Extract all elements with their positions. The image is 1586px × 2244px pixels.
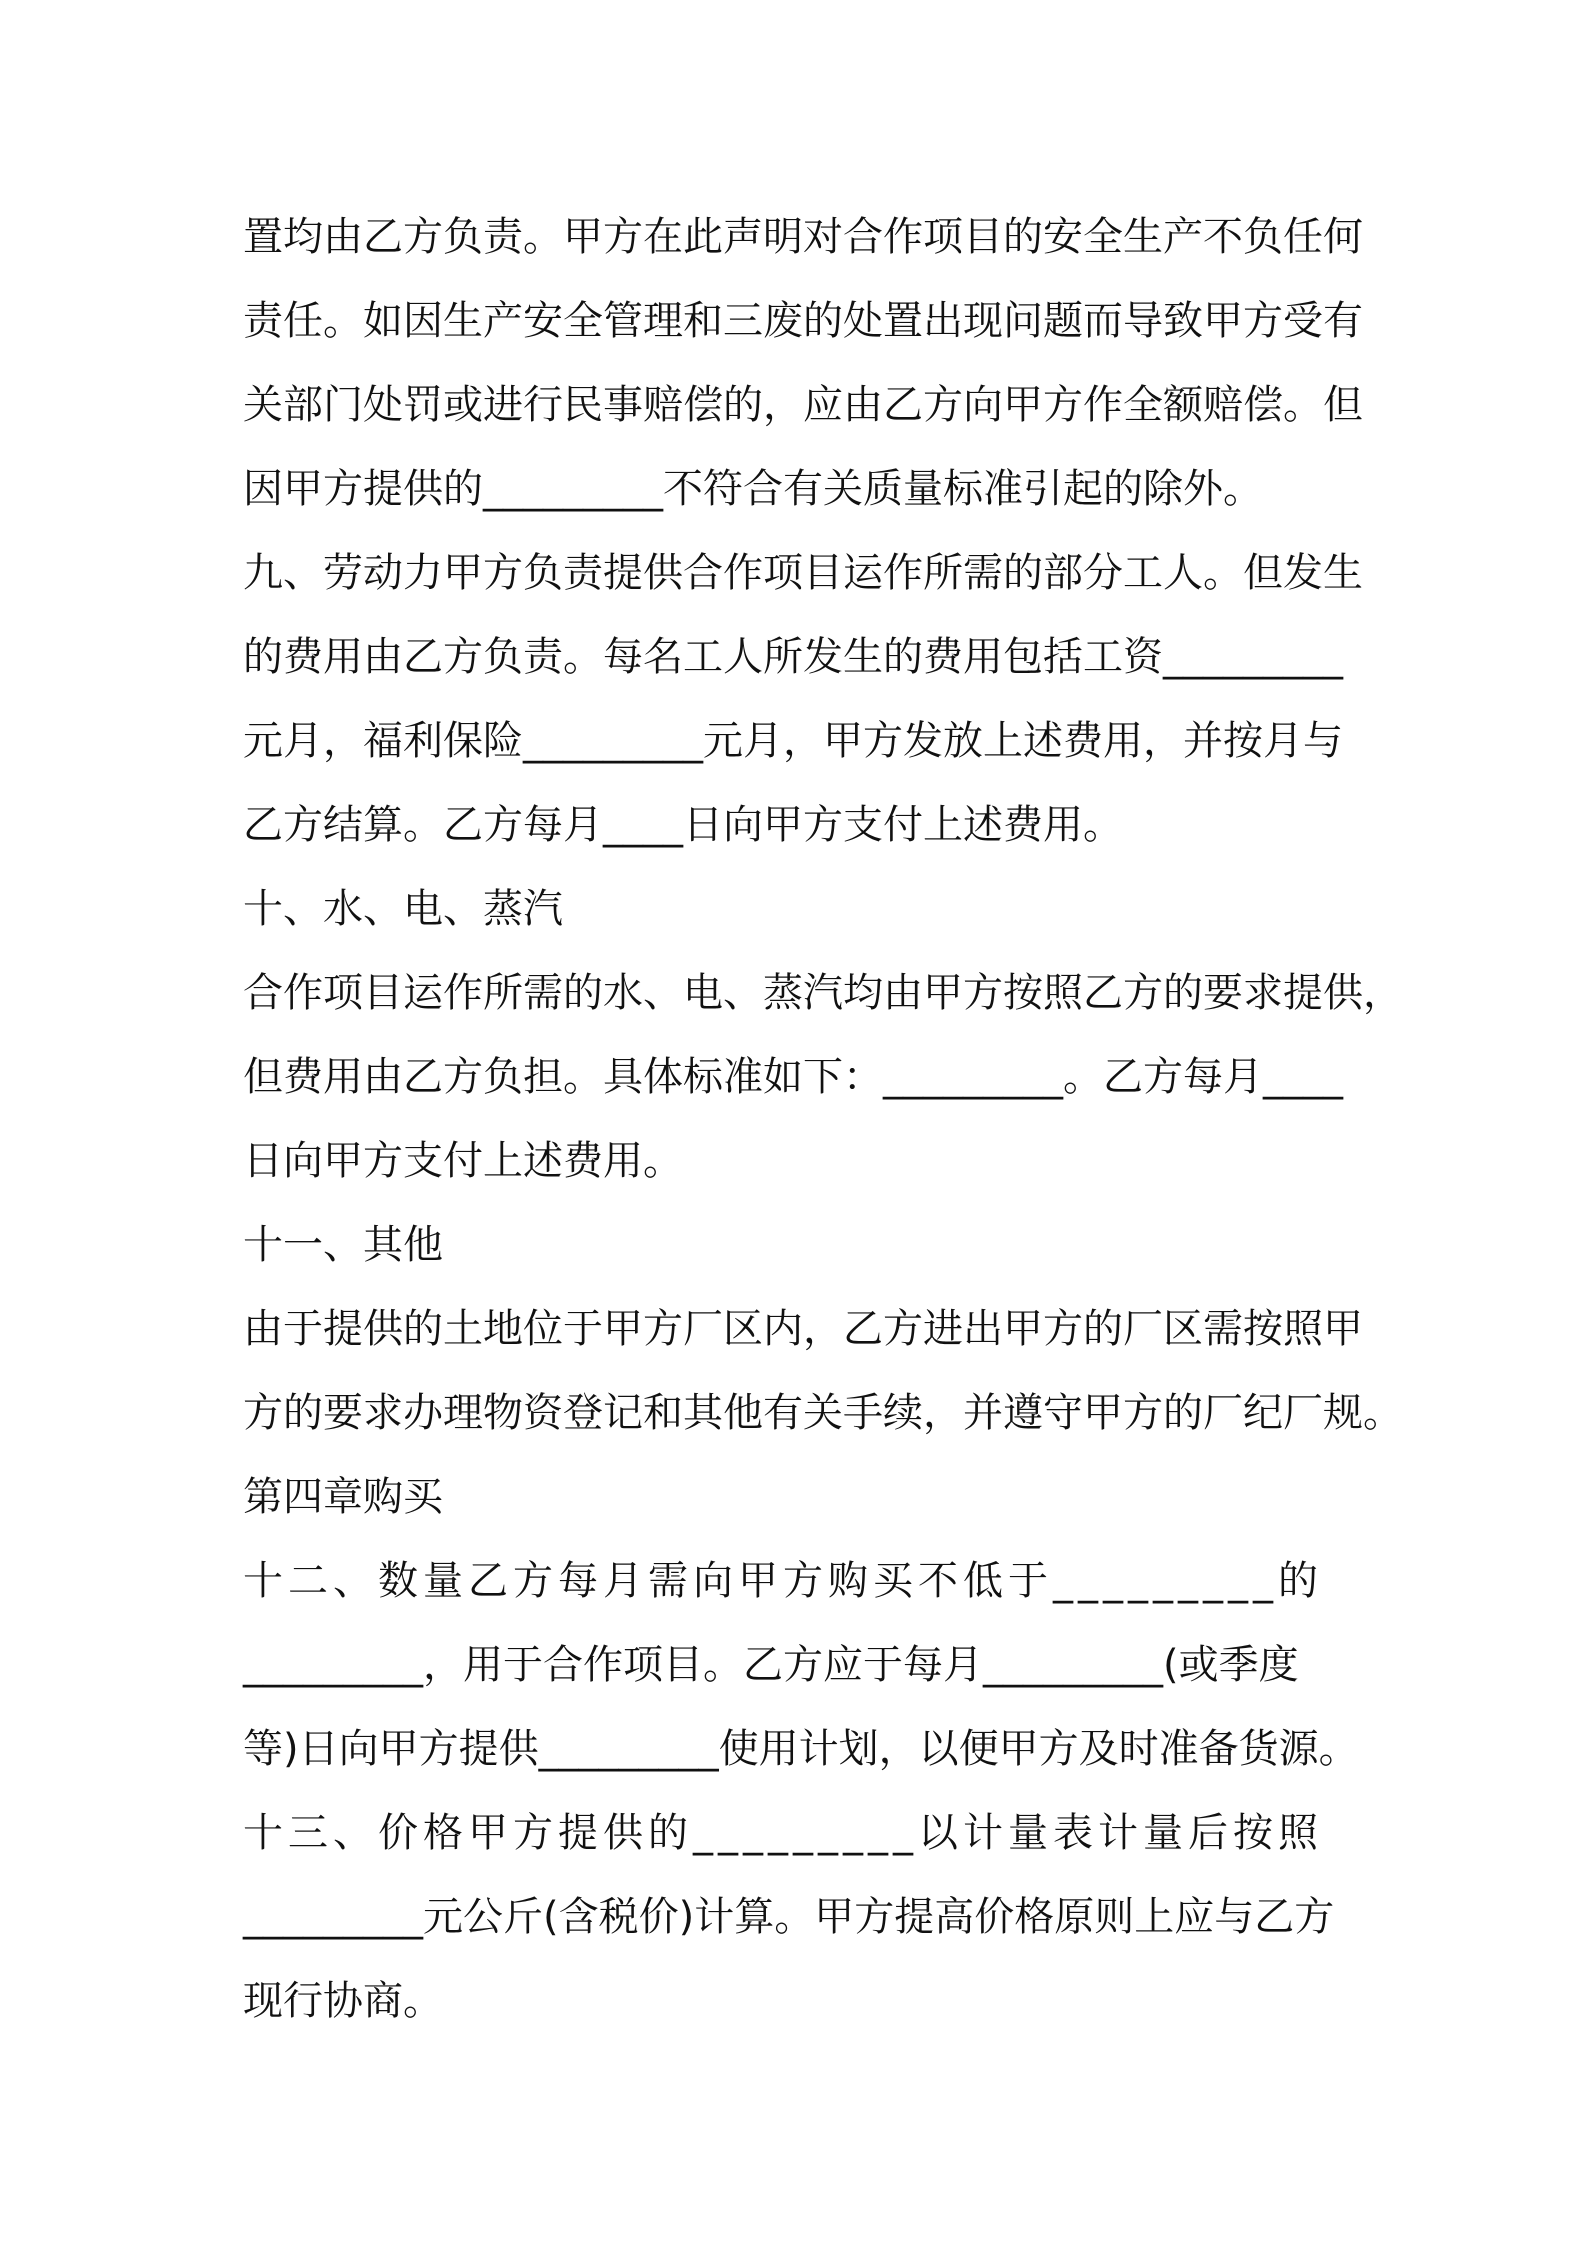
text-line: _________元公斤(含税价)计算。甲方提高价格原则上应与乙方 [243,1894,1335,1940]
text-line: 的费用由乙方负责。每名工人所发生的费用包括工资_________ [243,634,1343,680]
section-heading: 十一、其他 [243,1222,443,1268]
text-line: 合作项目运作所需的水、电、蒸汽均由甲方按照乙方的要求提供， [243,970,1403,1016]
text-line: 方的要求办理物资登记和其他有关手续，并遵守甲方的厂纪厂规。 [243,1390,1403,1436]
text-line: 由于提供的土地位于甲方厂区内，乙方进出甲方的厂区需按照甲 [243,1306,1363,1352]
text-line: 等)日向甲方提供_________使用计划，以便甲方及时准备货源。 [243,1726,1359,1772]
section-thirteen-line: 十三、价格甲方提供的_________以计量表计量后按照 [243,1810,1323,1856]
text-line: _________，用于合作项目。乙方应于每月_________(或季度 [243,1642,1299,1688]
chapter-heading: 第四章购买 [243,1474,443,1520]
text-line: 关部门处罚或进行民事赔偿的，应由乙方向甲方作全额赔偿。但 [243,382,1363,428]
text-line: 置均由乙方负责。甲方在此声明对合作项目的安全生产不负任何 [243,214,1363,260]
text-line: 元月，福利保险_________元月，甲方发放上述费用，并按月与 [243,718,1343,764]
contract-text [243,195,1403,2043]
text-line: 现行协商。 [243,1978,443,2024]
text-line: 责任。如因生产安全管理和三废的处置出现问题而导致甲方受有 [243,298,1363,344]
section-heading: 十、水、电、蒸汽 [243,886,563,932]
text-line: 但费用由乙方负担。具体标准如下：_________。乙方每月____ [243,1054,1343,1100]
text-line: 因甲方提供的_________不符合有关质量标准引起的除外。 [243,466,1263,512]
text-line: 日向甲方支付上述费用。 [243,1138,683,1184]
text-line: 乙方结算。乙方每月____日向甲方支付上述费用。 [243,802,1123,848]
section-nine-line: 九、劳动力甲方负责提供合作项目运作所需的部分工人。但发生 [243,550,1363,596]
section-twelve-line: 十二、数量乙方每月需向甲方购买不低于_________的 [243,1558,1323,1604]
